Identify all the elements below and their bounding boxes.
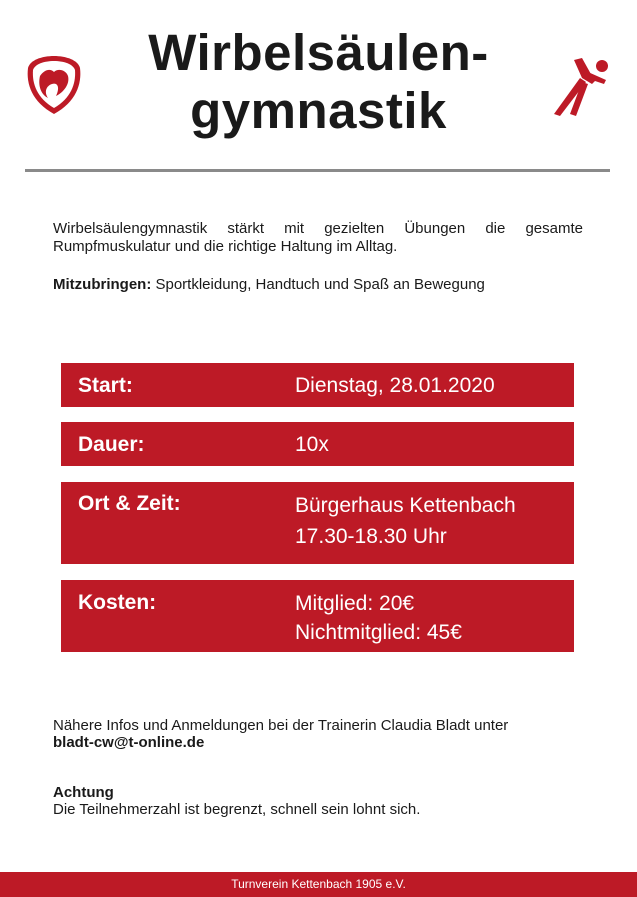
start-value: Dienstag, 28.01.2020 bbox=[295, 374, 495, 397]
title-line-1: Wirbelsäulen- bbox=[148, 24, 489, 81]
time-value: 17.30-18.30 Uhr bbox=[295, 525, 447, 548]
title-line-2: gymnastik bbox=[190, 82, 447, 139]
cost-label: Kosten: bbox=[78, 591, 157, 614]
header-divider bbox=[25, 169, 610, 172]
duration-box bbox=[61, 422, 574, 466]
contact-text: Nähere Infos und Anmeldungen bei der Trainerin Claudia Bladt unter bbox=[53, 717, 509, 734]
footer-bar bbox=[0, 872, 637, 897]
duration-value: 10x bbox=[295, 433, 329, 456]
cost-box bbox=[61, 580, 574, 652]
notice-heading: Achtung bbox=[53, 784, 114, 801]
footer-text: Turnverein Kettenbach 1905 e.V. bbox=[231, 877, 406, 891]
gymnast-icon bbox=[552, 54, 610, 118]
bring-text: Sportkleidung, Handtuch und Spaß an Bewegung bbox=[151, 276, 485, 293]
cost-nonmember: Nichtmitglied: 45€ bbox=[295, 621, 462, 644]
bring-line bbox=[53, 276, 593, 294]
place-box bbox=[61, 482, 574, 564]
bring-label: Mitzubringen: bbox=[53, 276, 152, 293]
page-title bbox=[100, 24, 537, 140]
contact-info bbox=[53, 717, 613, 751]
cost-member: Mitglied: 20€ bbox=[295, 592, 415, 615]
intro-text: Wirbelsäulengymnastik stärkt mit gezielten Übungen die gesamte Rumpfmuskulatur und die richtige Haltung im Alltag. bbox=[53, 220, 583, 255]
duration-label: Dauer: bbox=[78, 433, 145, 456]
contact-email: bladt-cw@t-online.de bbox=[53, 734, 205, 751]
notice bbox=[53, 784, 613, 818]
start-label: Start: bbox=[78, 374, 133, 397]
place-label: Ort & Zeit: bbox=[78, 492, 181, 515]
notice-text: Die Teilnehmerzahl ist begrenzt, schnell sein lohnt sich. bbox=[53, 801, 421, 818]
place-value: Bürgerhaus Kettenbach bbox=[295, 494, 516, 517]
club-crest-icon bbox=[26, 54, 82, 116]
start-box bbox=[61, 363, 574, 407]
